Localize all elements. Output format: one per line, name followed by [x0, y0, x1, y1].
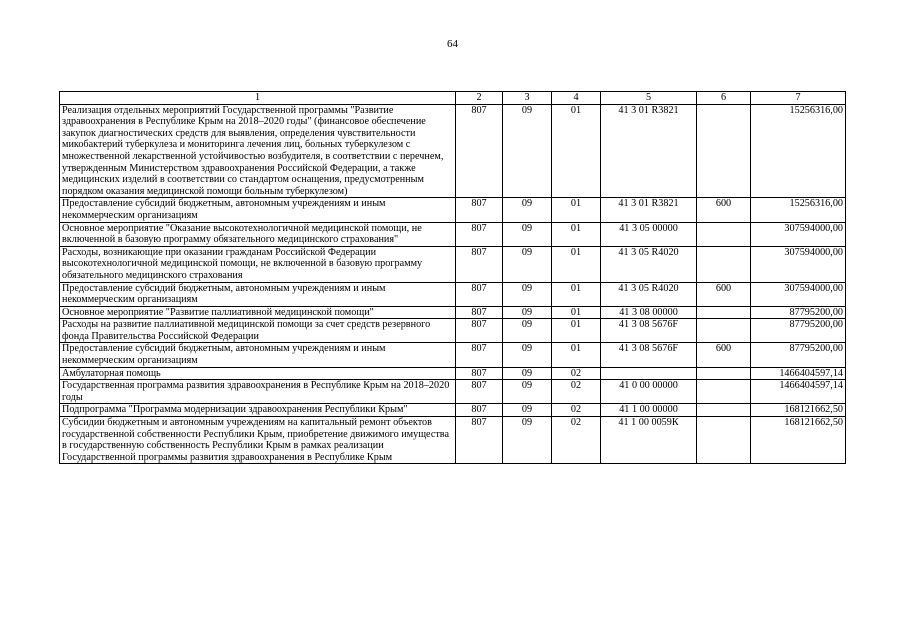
row-subsection: 01: [552, 104, 601, 198]
row-section: 09: [503, 222, 552, 246]
row-name: Расходы, возникающие при оказании гражданам Российской Федерации высокотехнологичной медицинской помощи, не включенной в базовую программу обязательного медицинского страхования: [60, 246, 456, 282]
row-grbs: 807: [456, 246, 503, 282]
header-col-1: 1: [60, 92, 456, 105]
table-row: [60, 222, 846, 246]
row-name: Субсидии бюджетным и автономным учреждениям на капитальный ремонт объектов государственной собственности Республики Крым, приобретение движимого имущества в государственную собственность Республики Крым в рамках реализации Государственной программы развития здравоохранения в Республике Крым: [60, 417, 456, 464]
row-expense-type: [697, 367, 751, 380]
row-name: Основное мероприятие "Оказание высокотехнологичной медицинской помощи, не включенной в базовую программу обязательного медицинского страхования": [60, 222, 456, 246]
row-subsection: 01: [552, 282, 601, 306]
row-target-article: [601, 367, 697, 380]
row-subsection: 01: [552, 246, 601, 282]
header-col-6: 6: [697, 92, 751, 105]
header-col-3: 3: [503, 92, 552, 105]
row-section: 09: [503, 417, 552, 464]
row-target-article: 41 3 08 5676F: [601, 343, 697, 367]
row-section: 09: [503, 104, 552, 198]
table-header: [60, 92, 846, 105]
row-section: 09: [503, 404, 552, 417]
row-grbs: 807: [456, 417, 503, 464]
row-target-article: 41 3 05 R4020: [601, 246, 697, 282]
row-target-article: 41 3 01 R3821: [601, 104, 697, 198]
table-body: [60, 104, 846, 464]
table-row: [60, 104, 846, 198]
row-grbs: 807: [456, 404, 503, 417]
row-name: Государственная программа развития здравоохранения в Республике Крым на 2018–2020 годы: [60, 380, 456, 404]
header-col-2: 2: [456, 92, 503, 105]
row-subsection: 02: [552, 380, 601, 404]
page-number: 64: [447, 38, 458, 50]
row-target-article: 41 1 00 0059К: [601, 417, 697, 464]
row-amount: 1466404597,14: [751, 380, 846, 404]
row-grbs: 807: [456, 319, 503, 343]
table-row: [60, 343, 846, 367]
row-subsection: 01: [552, 319, 601, 343]
row-expense-type: [697, 306, 751, 319]
row-expense-type: [697, 404, 751, 417]
row-section: 09: [503, 246, 552, 282]
row-target-article: 41 0 00 00000: [601, 380, 697, 404]
row-amount: 87795200,00: [751, 319, 846, 343]
row-name: Предоставление субсидий бюджетным, автономным учреждениям и иным некоммерческим организациям: [60, 282, 456, 306]
row-amount: 168121662,50: [751, 417, 846, 464]
row-grbs: 807: [456, 306, 503, 319]
row-expense-type: 600: [697, 198, 751, 222]
row-name: Амбулаторная помощь: [60, 367, 456, 380]
row-name: Основное мероприятие "Развитие паллиативной медицинской помощи": [60, 306, 456, 319]
row-grbs: 807: [456, 104, 503, 198]
header-col-7: 7: [751, 92, 846, 105]
row-subsection: 02: [552, 367, 601, 380]
table-row: [60, 417, 846, 464]
row-target-article: 41 1 00 00000: [601, 404, 697, 417]
row-section: 09: [503, 343, 552, 367]
row-expense-type: [697, 104, 751, 198]
row-amount: 87795200,00: [751, 343, 846, 367]
row-expense-type: [697, 319, 751, 343]
row-name: Реализация отдельных мероприятий Государственной программы "Развитие здравоохранения в Республике Крым на 2018–2020 годы" (финансовое обеспечение закупок диагностических средств для выявления, определения чувствительности микобактерий туберкулеза и мониторинга лечения лиц, больных туберкулезом с множественной лекарственной устойчивостью возбудителя, в соответствии с перечнем, утвержденным Министерством здравоохранения Российской Федерации, а также медицинских изделий в соответствии со стандартом оснащения, предусмотренным порядком оказания медицинской помощи больным туберкулезом): [60, 104, 456, 198]
row-subsection: 01: [552, 343, 601, 367]
row-amount: 307594000,00: [751, 246, 846, 282]
row-grbs: 807: [456, 222, 503, 246]
row-subsection: 01: [552, 198, 601, 222]
row-name: Предоставление субсидий бюджетным, автономным учреждениям и иным некоммерческим организациям: [60, 343, 456, 367]
row-section: 09: [503, 306, 552, 319]
row-expense-type: 600: [697, 282, 751, 306]
table-row: [60, 246, 846, 282]
row-section: 09: [503, 198, 552, 222]
row-subsection: 01: [552, 306, 601, 319]
row-subsection: 02: [552, 417, 601, 464]
row-grbs: 807: [456, 367, 503, 380]
header-col-5: 5: [601, 92, 697, 105]
table-row: [60, 198, 846, 222]
row-expense-type: [697, 417, 751, 464]
row-amount: 307594000,00: [751, 282, 846, 306]
row-target-article: 41 3 05 R4020: [601, 282, 697, 306]
row-name: Расходы на развитие паллиативной медицинской помощи за счет средств резервного фонда Правительства Российской Федерации: [60, 319, 456, 343]
row-name: Предоставление субсидий бюджетным, автономным учреждениям и иным некоммерческим организациям: [60, 198, 456, 222]
row-subsection: 02: [552, 404, 601, 417]
table-row: [60, 306, 846, 319]
row-amount: 307594000,00: [751, 222, 846, 246]
row-target-article: 41 3 08 5676F: [601, 319, 697, 343]
row-grbs: 807: [456, 282, 503, 306]
row-amount: 1466404597,14: [751, 367, 846, 380]
row-amount: 87795200,00: [751, 306, 846, 319]
row-section: 09: [503, 319, 552, 343]
row-grbs: 807: [456, 343, 503, 367]
row-grbs: 807: [456, 380, 503, 404]
row-expense-type: [697, 246, 751, 282]
row-amount: 168121662,50: [751, 404, 846, 417]
row-target-article: 41 3 05 00000: [601, 222, 697, 246]
row-amount: 15256316,00: [751, 104, 846, 198]
row-section: 09: [503, 367, 552, 380]
row-expense-type: [697, 222, 751, 246]
row-grbs: 807: [456, 198, 503, 222]
table-row: [60, 404, 846, 417]
table-row: [60, 319, 846, 343]
row-target-article: 41 3 01 R3821: [601, 198, 697, 222]
table-row: [60, 380, 846, 404]
row-expense-type: 600: [697, 343, 751, 367]
header-row: [60, 92, 846, 105]
table-row: [60, 367, 846, 380]
row-target-article: 41 3 08 00000: [601, 306, 697, 319]
row-subsection: 01: [552, 222, 601, 246]
row-section: 09: [503, 282, 552, 306]
table-row: [60, 282, 846, 306]
row-name: Подпрограмма "Программа модернизации здравоохранения Республики Крым": [60, 404, 456, 417]
row-section: 09: [503, 380, 552, 404]
row-expense-type: [697, 380, 751, 404]
header-col-4: 4: [552, 92, 601, 105]
budget-table: [59, 91, 846, 464]
row-amount: 15256316,00: [751, 198, 846, 222]
